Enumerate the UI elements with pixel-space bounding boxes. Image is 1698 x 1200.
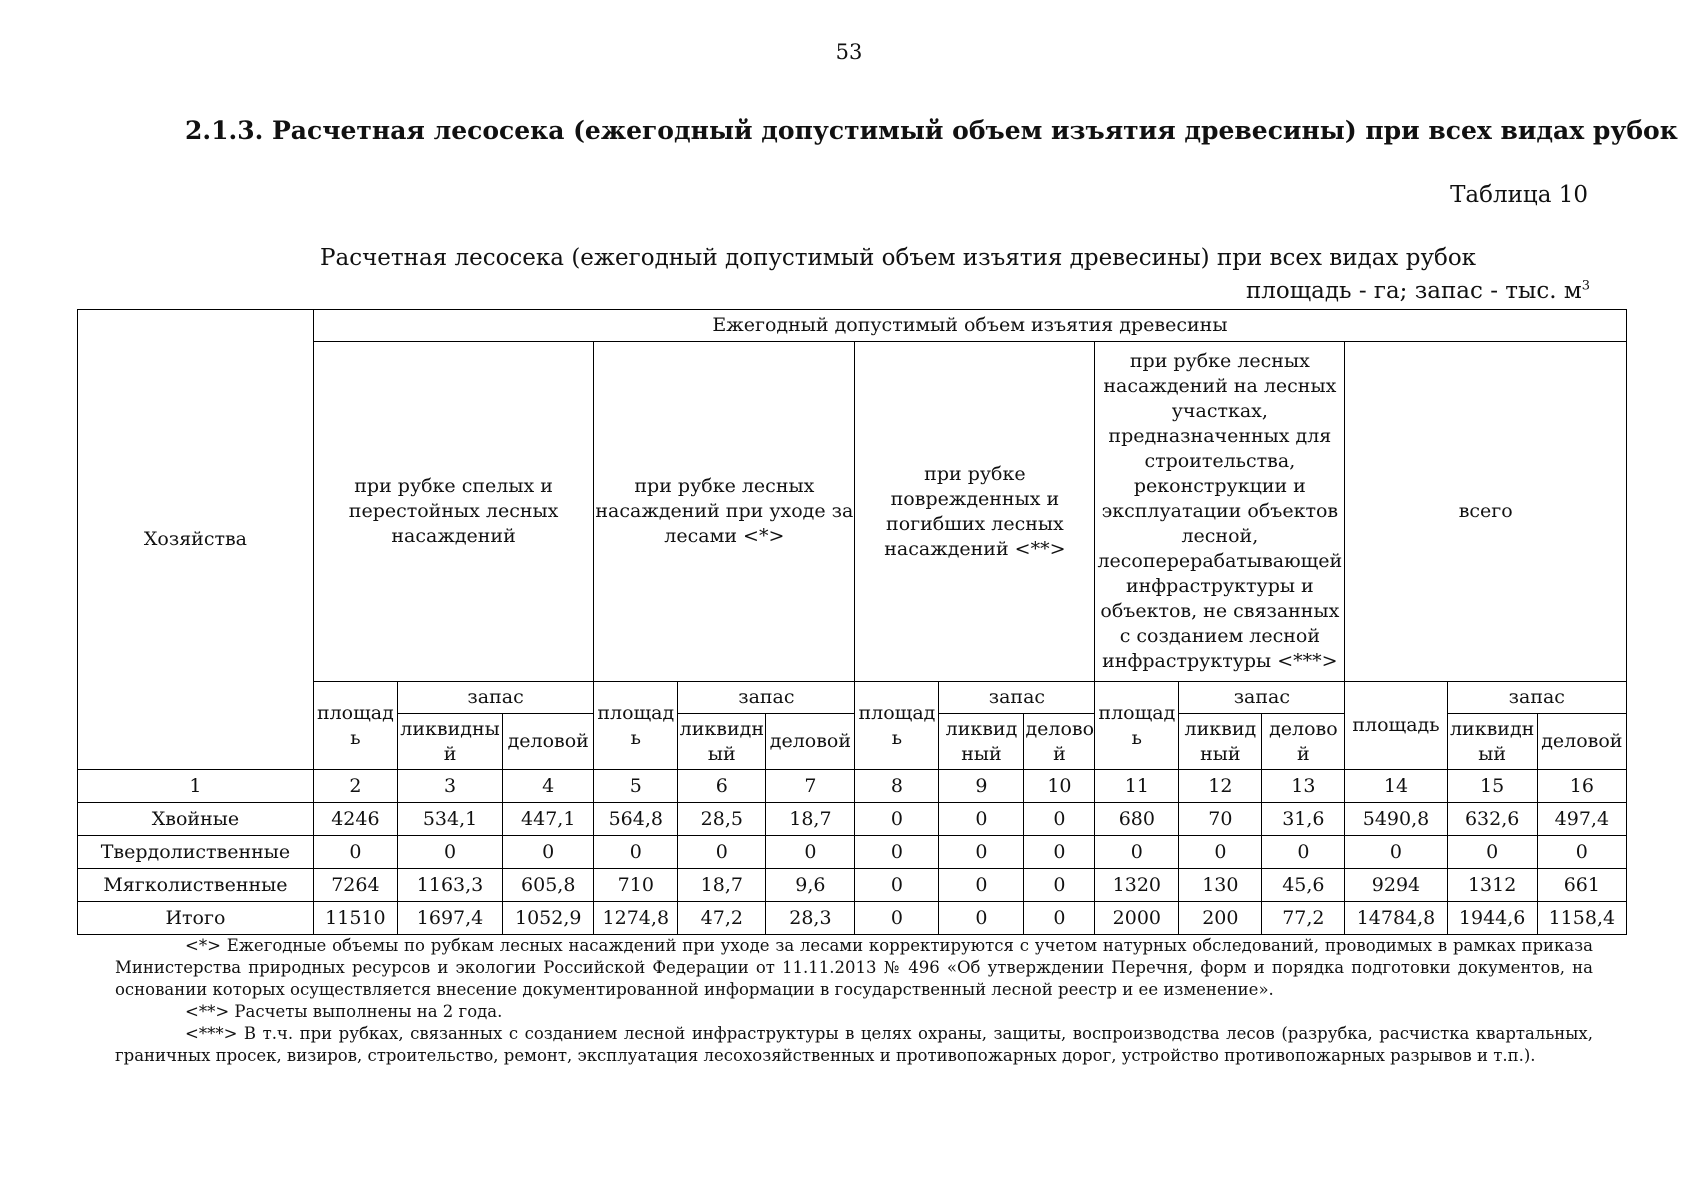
group-header-cell: при рубке поврежденных и погибших лесных насаждений <**> (855, 342, 1095, 682)
value-cell: 0 (503, 836, 594, 869)
value-cell: 47,2 (678, 902, 766, 935)
value-cell: 632,6 (1447, 803, 1537, 836)
value-cell: 45,6 (1262, 869, 1345, 902)
area-header-cell: площад ь (594, 682, 678, 770)
value-cell: 0 (594, 836, 678, 869)
liquid-header-cell: ликвидн ый (1447, 714, 1537, 770)
value-cell: 534,1 (397, 803, 502, 836)
value-cell: 1163,3 (397, 869, 502, 902)
value-cell: 0 (1024, 902, 1095, 935)
page-number: 53 (835, 40, 863, 64)
row-name-cell: Мягколиственные (78, 869, 314, 902)
value-cell: 564,8 (594, 803, 678, 836)
column-number-cell: 10 (1024, 770, 1095, 803)
value-cell: 1052,9 (503, 902, 594, 935)
area-header-cell: площад ь (855, 682, 939, 770)
business-header-cell: делово й (1262, 714, 1345, 770)
value-cell: 0 (678, 836, 766, 869)
row-name-cell: Итого (78, 902, 314, 935)
value-cell: 70 (1179, 803, 1262, 836)
value-cell: 0 (1179, 836, 1262, 869)
footnote-3: <***> В т.ч. при рубках, связанных с созданием лесной инфраструктуры в целях охраны, защиты, воспроизводства лесов (разрубка, расчистка квартальных, граничных просек, визиров, строительство, ремонт, эксплуатация лесохозяйственных и противопожарных дорог, устройство противопожарных разрывов и т.п.). (115, 1024, 1593, 1065)
value-cell: 200 (1179, 902, 1262, 935)
row-name-cell: Хвойные (78, 803, 314, 836)
column-number-cell: 5 (594, 770, 678, 803)
column-number-row (78, 770, 1627, 803)
column-number-cell: 12 (1179, 770, 1262, 803)
header-row-top (78, 310, 1627, 342)
table-label: Таблица 10 (1450, 182, 1588, 208)
value-cell: 710 (594, 869, 678, 902)
value-cell: 18,7 (766, 803, 855, 836)
value-cell: 0 (939, 869, 1024, 902)
value-cell: 7264 (313, 869, 397, 902)
value-cell: 18,7 (678, 869, 766, 902)
value-cell: 2000 (1095, 902, 1179, 935)
value-cell: 0 (1024, 803, 1095, 836)
business-header-cell: делово й (1024, 714, 1095, 770)
value-cell: 9294 (1345, 869, 1447, 902)
liquid-header-cell: ликвидн ый (678, 714, 766, 770)
area-header-cell: площад ь (1095, 682, 1179, 770)
value-cell: 0 (939, 803, 1024, 836)
value-cell: 0 (1262, 836, 1345, 869)
units-note (1246, 278, 1590, 304)
value-cell: 0 (1345, 836, 1447, 869)
value-cell: 31,6 (1262, 803, 1345, 836)
area-header-cell: площад ь (313, 682, 397, 770)
value-cell: 0 (1024, 836, 1095, 869)
value-cell: 447,1 (503, 803, 594, 836)
table-body (78, 803, 1627, 935)
stock-header-cell: запас (1447, 682, 1626, 714)
value-cell: 4246 (313, 803, 397, 836)
value-cell: 680 (1095, 803, 1179, 836)
column-number-cell: 11 (1095, 770, 1179, 803)
value-cell: 605,8 (503, 869, 594, 902)
group-header-cell: при рубке лесных насаждений при уходе за лесами <*> (594, 342, 855, 682)
group-header-cell: всего (1345, 342, 1627, 682)
stock-header-cell: запас (1179, 682, 1345, 714)
column-number-cell: 6 (678, 770, 766, 803)
value-cell: 0 (855, 803, 939, 836)
value-cell: 0 (939, 836, 1024, 869)
value-cell: 11510 (313, 902, 397, 935)
value-cell: 0 (1024, 869, 1095, 902)
units-text: площадь - га; запас - тыс. м (1245, 278, 1582, 304)
group-header-cell: при рубке спелых и перестойных лесных насаждений (313, 342, 593, 682)
value-cell: 0 (1095, 836, 1179, 869)
value-cell: 9,6 (766, 869, 855, 902)
value-cell: 130 (1179, 869, 1262, 902)
liquid-header-cell: ликвидны й (397, 714, 502, 770)
column-number-cell: 1 (78, 770, 314, 803)
value-cell: 0 (939, 902, 1024, 935)
footnote-1: <*> Ежегодные объемы по рубкам лесных насаждений при уходе за лесами корректируются с учетом натурных обследований, проводимых в рамках приказа Министерства природных ресурсов и экологии Российской Федерации от 11.11.2013 № 496 «Об утверждении Перечня, форм и порядка подготовки документов, на основании которых осуществляется внесение документированной информации в государственный лесной реестр и ее изменение». (115, 936, 1593, 999)
value-cell: 28,3 (766, 902, 855, 935)
value-cell: 1158,4 (1537, 902, 1626, 935)
value-cell: 1274,8 (594, 902, 678, 935)
stock-header-cell: запас (678, 682, 855, 714)
value-cell: 497,4 (1537, 803, 1626, 836)
value-cell: 1697,4 (397, 902, 502, 935)
stock-header-cell: запас (939, 682, 1095, 714)
footnote-2: <**> Расчеты выполнены на 2 года. (185, 1002, 503, 1021)
value-cell: 0 (1537, 836, 1626, 869)
column-number-cell: 16 (1537, 770, 1626, 803)
value-cell: 5490,8 (1345, 803, 1447, 836)
liquid-header-cell: ликвид ный (1179, 714, 1262, 770)
value-cell: 0 (855, 902, 939, 935)
table-row (78, 902, 1627, 935)
area-header-cell: площадь (1345, 682, 1447, 770)
value-cell: 0 (397, 836, 502, 869)
column-number-cell: 8 (855, 770, 939, 803)
row-header-cell: Хозяйства (78, 310, 314, 770)
value-cell: 1320 (1095, 869, 1179, 902)
units-superscript: 3 (1581, 278, 1590, 294)
table-row (78, 869, 1627, 902)
value-cell: 28,5 (678, 803, 766, 836)
value-cell: 661 (1537, 869, 1626, 902)
column-number-cell: 4 (503, 770, 594, 803)
column-number-cell: 7 (766, 770, 855, 803)
column-number-cell: 15 (1447, 770, 1537, 803)
column-number-cell: 9 (939, 770, 1024, 803)
value-cell: 0 (766, 836, 855, 869)
business-header-cell: деловой (503, 714, 594, 770)
value-cell: 14784,8 (1345, 902, 1447, 935)
value-cell: 0 (855, 836, 939, 869)
column-number-cell: 2 (313, 770, 397, 803)
section-title: 2.1.3. Расчетная лесосека (ежегодный допустимый объем изъятия древесины) при всех видах рубок (185, 116, 1678, 145)
value-cell: 1944,6 (1447, 902, 1537, 935)
business-header-cell: деловой (1537, 714, 1626, 770)
business-header-cell: деловой (766, 714, 855, 770)
table-caption: Расчетная лесосека (ежегодный допустимый объем изъятия древесины) при всех видах рубок (320, 245, 1477, 271)
value-cell: 0 (313, 836, 397, 869)
row-name-cell: Твердолиственные (78, 836, 314, 869)
table-row (78, 803, 1627, 836)
value-cell: 77,2 (1262, 902, 1345, 935)
column-number-cell: 14 (1345, 770, 1447, 803)
table-row (78, 836, 1627, 869)
column-number-cell: 13 (1262, 770, 1345, 803)
stock-header-cell: запас (397, 682, 593, 714)
value-cell: 0 (1447, 836, 1537, 869)
group-header-cell: при рубке лесных насаждений на лесных участках, предназначенных для строительства, реконструкции и эксплуатации объектов лесной, лесоперерабатывающей инфраструктуры и объектов, не связанных с созданием лесной инфраструктуры <***> (1095, 342, 1345, 682)
liquid-header-cell: ликвид ный (939, 714, 1024, 770)
column-number-cell: 3 (397, 770, 502, 803)
top-header-cell: Ежегодный допустимый объем изъятия древесины (313, 310, 1626, 342)
footnotes (115, 935, 1593, 1067)
felling-table (77, 309, 1627, 935)
value-cell: 0 (855, 869, 939, 902)
value-cell: 1312 (1447, 869, 1537, 902)
